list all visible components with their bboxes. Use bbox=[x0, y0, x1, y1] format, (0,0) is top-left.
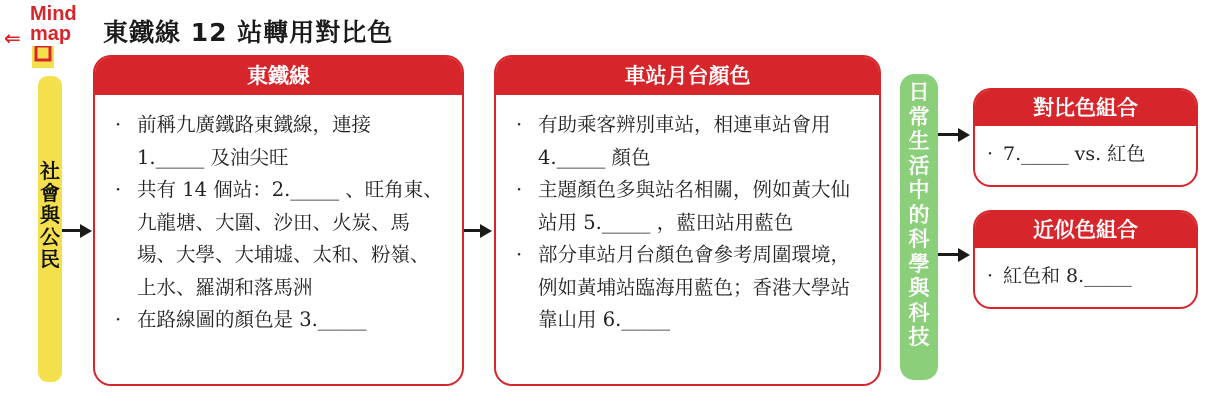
bullet-icon: · bbox=[987, 265, 994, 287]
logo-stand-icon bbox=[32, 46, 54, 68]
bullet-icon: · bbox=[987, 143, 994, 165]
list-item bbox=[113, 174, 444, 304]
list-item-text: 共有 14 個站：2._____ 、旺角東、九龍塘、大圍、沙田、火炭、馬場、大學、大埔墟、太和、粉嶺、上水、羅湖和落馬洲 bbox=[137, 178, 443, 299]
contrast-color-body bbox=[975, 126, 1196, 171]
bullet-icon: · bbox=[516, 113, 523, 136]
list-item-text: 紅色和 8._____ bbox=[1003, 265, 1132, 287]
bullet-icon: · bbox=[115, 178, 122, 201]
arrowhead-icon bbox=[480, 224, 492, 238]
mind-map-logo bbox=[4, 2, 76, 72]
connector-arrow-1 bbox=[62, 229, 82, 232]
analogous-color-body bbox=[975, 248, 1196, 293]
contrast-color-header: 對比色組合 bbox=[975, 90, 1196, 126]
list-item bbox=[113, 109, 444, 174]
left-category-label: 社會與公民 bbox=[40, 159, 60, 271]
bullet-icon: · bbox=[115, 113, 122, 136]
connector-arrow-3 bbox=[938, 133, 960, 136]
bullet-icon: · bbox=[516, 243, 523, 266]
contrast-color-box bbox=[973, 88, 1198, 187]
list-item bbox=[985, 138, 1186, 171]
platform-color-header: 車站月台顏色 bbox=[496, 57, 879, 95]
page-title: 東鐵線 12 站轉用對比色 bbox=[103, 18, 394, 47]
connector-arrow-4 bbox=[938, 253, 960, 256]
analogous-color-header: 近似色組合 bbox=[975, 212, 1196, 248]
list-item-text: 主題顏色多與站名相關，例如黃大仙站用 5._____ ，藍田站用藍色 bbox=[538, 178, 851, 234]
logo-word-map: map bbox=[30, 23, 72, 45]
right-category-label: 日常生活中的科學與科技 bbox=[908, 80, 930, 349]
platform-color-body bbox=[496, 95, 879, 337]
list-item bbox=[113, 304, 444, 337]
arrowhead-icon bbox=[958, 128, 970, 142]
list-item bbox=[514, 109, 861, 174]
analogous-color-box bbox=[973, 210, 1198, 309]
list-item-text: 有助乘客辨別車站，相連車站會用 4._____ 顏色 bbox=[538, 113, 831, 169]
arrowhead-icon bbox=[80, 224, 92, 238]
platform-color-box bbox=[494, 55, 881, 386]
list-item bbox=[514, 174, 861, 239]
arrow-left-icon: ⇐ bbox=[4, 26, 21, 50]
list-item-text: 前稱九廣鐵路東鐵線，連接 1._____ 及油尖旺 bbox=[137, 113, 372, 169]
logo-word-mind: Mind bbox=[30, 3, 77, 25]
east-rail-box bbox=[93, 55, 464, 386]
east-rail-header: 東鐵線 bbox=[95, 57, 462, 95]
bullet-icon: · bbox=[516, 178, 523, 201]
list-item bbox=[985, 260, 1186, 293]
bullet-icon: · bbox=[115, 308, 122, 331]
east-rail-body bbox=[95, 95, 462, 337]
list-item-text: 7._____ vs. 紅色 bbox=[1003, 143, 1146, 165]
list-item-text: 在路線圖的顏色是 3._____ bbox=[137, 308, 367, 331]
list-item bbox=[514, 239, 861, 337]
arrowhead-icon bbox=[958, 248, 970, 262]
list-item-text: 部分車站月台顏色會參考周圍環境，例如黃埔站臨海用藍色；香港大學站靠山用 6._____ bbox=[538, 243, 851, 331]
